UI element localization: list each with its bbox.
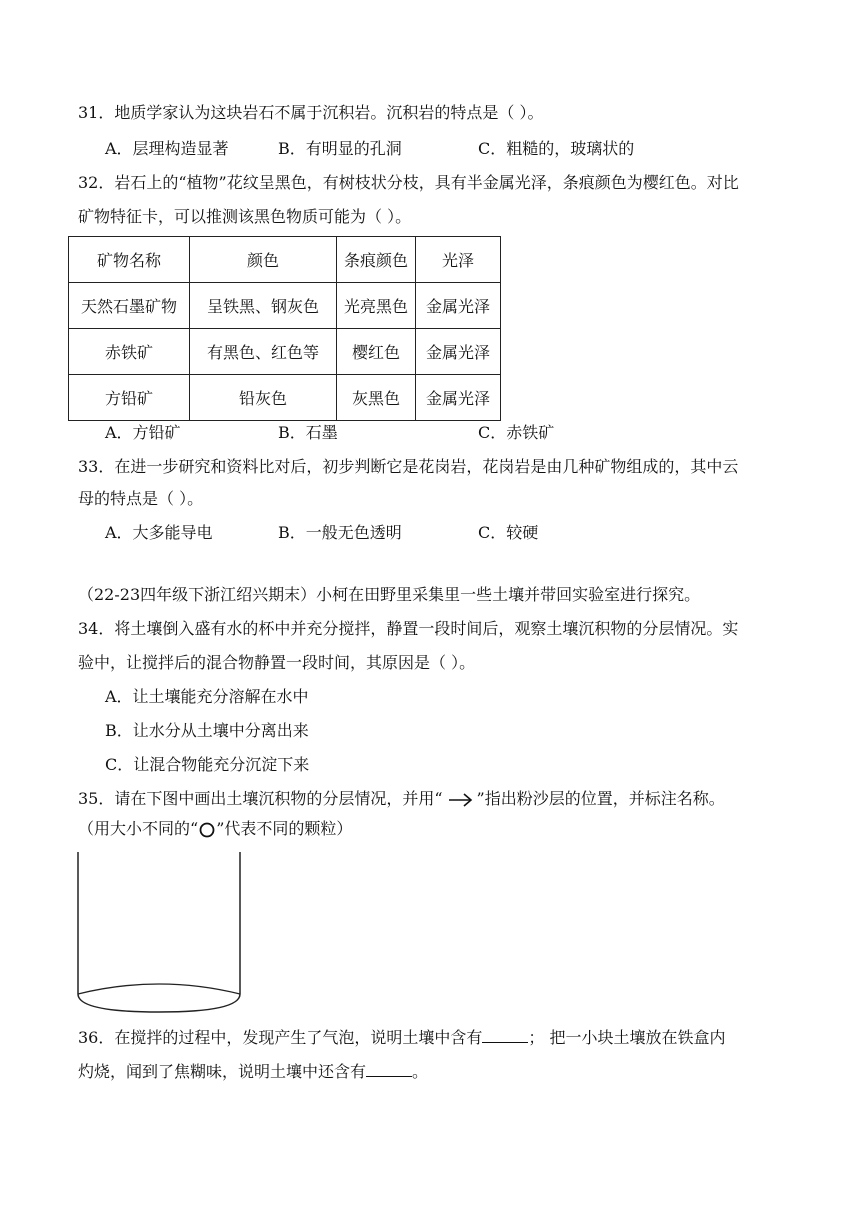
circle-icon [198,819,216,841]
q36-line2-end: 。 [412,1062,429,1081]
q33-option-b: B．一般无色透明 [278,523,402,542]
table-cell: 光亮黑色 [337,283,416,329]
table-cell: 天然石墨矿物 [69,283,190,329]
table-header-cell: 条痕颜色 [337,237,416,283]
table-cell: 金属光泽 [416,283,501,329]
q33-option-c: C．较硬 [478,523,539,542]
q36-line1 [78,1026,725,1049]
q35-note-part1: （用大小不同的“ [78,819,199,838]
table-cell: 灰黑色 [337,375,416,421]
answer-blank-2[interactable] [366,1060,412,1077]
table-cell: 铅灰色 [190,375,337,421]
section-intro: （22-23四年级下浙江绍兴期末）小柯在田野里采集里一些土壤并带回实验室进行探究。 [78,585,701,604]
q36-line1-text: 36．在搅拌的过程中，发现产生了气泡，说明土壤中含有 [78,1028,483,1047]
table-cell: 呈铁黑、钢灰色 [190,283,337,329]
q35-stem [78,788,725,811]
table-row [69,283,501,329]
q34-option-b: B．让水分从土壤中分离出来 [105,721,309,740]
q31-stem: 31．地质学家认为这块岩石不属于沉积岩。沉积岩的特点是（ ）。 [78,103,544,122]
q34-stem-line2: 验中，让搅拌后的混合物静置一段时间，其原因是（ ）。 [78,653,476,672]
table-cell: 方铅矿 [69,375,190,421]
q36-line2-text: 灼烧，闻到了焦糊味，说明土壤中还含有 [78,1062,367,1081]
q33-stem-line1: 33．在进一步研究和资料比对后，初步判断它是花岗岩，花岗岩是由几种矿物组成的，其中云 [78,457,739,476]
q32-stem-line2: 矿物特征卡，可以推测该黑色物质可能为（ ）。 [78,207,412,226]
q33-option-a: A．大多能导电 [105,523,213,542]
q34-option-c: C．让混合物能充分沉淀下来 [105,755,310,774]
q33-stem-line2: 母的特点是（ ）。 [78,489,204,508]
q31-option-b: B．有明显的孔洞 [278,139,402,158]
q32-stem-line1: 32．岩石上的“植物”花纹呈黑色，有树枝状分枝，具有半金属光泽，条痕颜色为樱红色。对比 [78,173,739,192]
q34-option-a: A．让土壤能充分溶解在水中 [105,687,309,706]
q32-option-b: B．石墨 [278,423,338,442]
q32-option-c: C．赤铁矿 [478,423,555,442]
table-header-cell: 颜色 [190,237,337,283]
table-header-row [69,237,501,283]
q35-note-part2: ”代表不同的颗粒） [216,819,353,838]
table-cell: 赤铁矿 [69,329,190,375]
mineral-table [68,236,501,421]
table-header-cell: 矿物名称 [69,237,190,283]
q31-option-a: A．层理构造显著 [105,139,229,158]
q36-line1-text2: ； 把一小块土壤放在铁盒内 [528,1028,726,1047]
table-cell: 金属光泽 [416,375,501,421]
q35-note [78,818,352,841]
table-cell: 金属光泽 [416,329,501,375]
q31-option-c: C．粗糙的，玻璃状的 [478,139,635,158]
beaker-diagram [74,848,244,1018]
q34-stem-line1: 34．将土壤倒入盛有水的杯中并充分搅拌，静置一段时间后，观察土壤沉积物的分层情况。实 [78,619,739,638]
table-row [69,329,501,375]
answer-blank-1[interactable] [482,1026,528,1043]
q32-option-a: A．方铅矿 [105,423,181,442]
q36-line2 [78,1060,428,1083]
table-cell: 有黑色、红色等 [190,329,337,375]
arrow-icon [443,789,477,811]
q35-stem-part2: ”指出粉沙层的位置，并标注名称。 [476,789,725,808]
q35-stem-part1: 35．请在下图中画出土壤沉积物的分层情况，并用“ [78,789,443,808]
table-row [69,375,501,421]
table-header-cell: 光泽 [416,237,501,283]
table-cell: 樱红色 [337,329,416,375]
